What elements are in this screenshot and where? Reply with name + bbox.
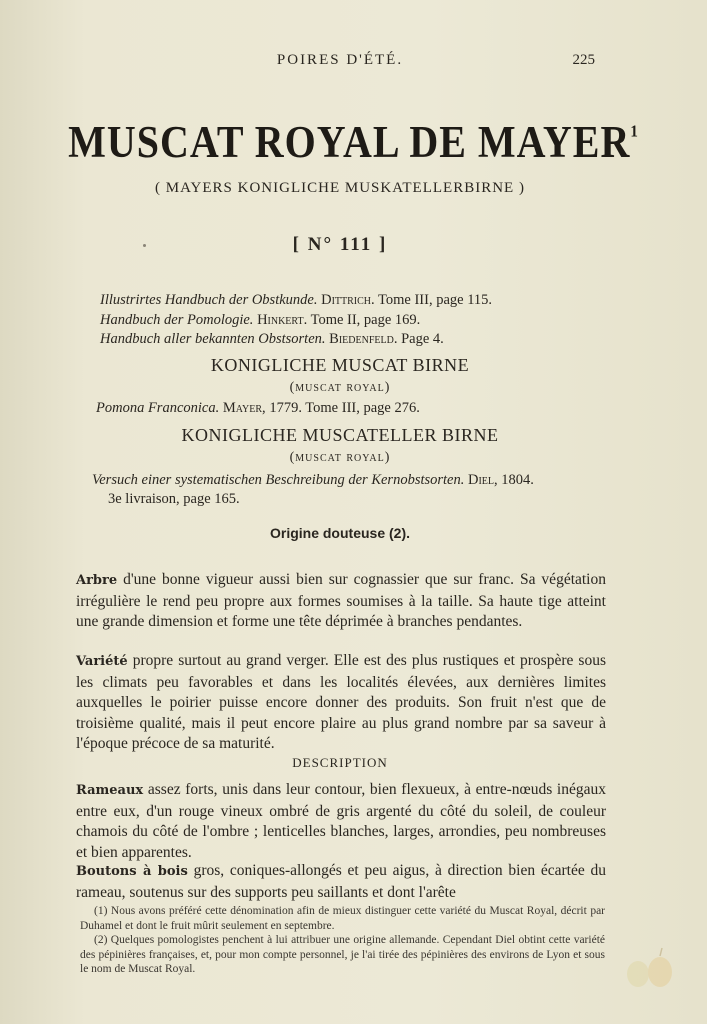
origin-heading: Origine douteuse (2).: [269, 525, 410, 541]
reference-author: Hinkert.: [257, 312, 308, 328]
reference-line: [96, 400, 420, 417]
paragraph-label: Arbre: [76, 573, 118, 588]
page-title: [0, 114, 707, 168]
paragraph-text: d'une bonne vigueur aussi bien sur cognassier que sur franc. Sa végétation irrégulière le rend peu propre aux formes soumises à la taille. Sa haute tige atteint une grande dimension et forme une tête déprimée à branches pendantes.: [76, 571, 606, 630]
running-head-title: POIRES D'ÉTÉ.: [276, 52, 404, 68]
reference-author: Dittrich.: [321, 292, 375, 308]
paragraph-arbre: [76, 570, 606, 633]
footnote: (1) Nous avons préféré cette dénomination afin de mieux distinguer cette variété du Muscat Royal, décrit par Duhamel et dont le fruit mûrit seulement en septembre.: [80, 905, 605, 932]
reference-work: Pomona Franconica.: [96, 400, 220, 416]
paragraph-label: Variété: [76, 654, 128, 669]
variety-number: [ N° 111 ]: [292, 234, 388, 255]
reference-line: [92, 472, 534, 489]
paragraph-rameaux: [76, 780, 606, 863]
paragraph-variete: [76, 651, 606, 755]
reference-author: Mayer,: [222, 400, 266, 416]
reference-author: Diel,: [468, 472, 498, 488]
footnotes: [80, 904, 605, 977]
reference-work: Illustrirtes Handbuch der Obstkunde.: [100, 292, 318, 308]
page-number: 225: [572, 52, 595, 68]
synonym-subtitle: (muscat royal): [289, 450, 391, 465]
synonym-subtitle: (muscat royal): [289, 380, 391, 395]
reference-detail: Page 4.: [401, 331, 444, 347]
paragraph-text: gros, coniques-allongés et peu aigus, à direction bien écartée du rameau, soutenus sur des supports peu saillants et dont l'arête: [76, 862, 606, 901]
reference-detail: 1804.: [501, 472, 534, 488]
paragraph-text: assez forts, unis dans leur contour, bien flexueux, à entre-nœuds inégaux entre eux, d'un rouge vineux ombré de gris argenté du côté du soleil, de couleur chamois du côté de l'ombre ; lenticelles blanches, larges, arrondies, peu nombreuses et bien apparentes.: [76, 781, 606, 861]
reference-line: [100, 312, 420, 329]
footnote-list: [80, 904, 605, 977]
reference-detail: 1779. Tome III, page 276.: [269, 400, 420, 416]
reference-detail: Tome III, page 115.: [378, 292, 493, 308]
paragraph-label: Boutons à bois: [76, 864, 188, 879]
reference-work: Handbuch der Pomologie.: [100, 312, 254, 328]
title-text: MUSCAT ROYAL DE MAYER: [68, 115, 631, 168]
reference-continuation: 3e livraison, page 165.: [108, 491, 240, 507]
synonym-name: KONIGLICHE MUSCAT BIRNE: [210, 355, 470, 375]
reference-detail: Tome II, page 169.: [310, 312, 421, 328]
paragraph-text: propre surtout au grand verger. Elle est des plus rustiques et prospère sous les climats peu favorables et dans les localités élevées, aux dernières limites auxquelles le poirier puisse encore donner des produits. Son fruit n'est que de troisième qualité, mais il peut encore plaire au plus grand nombre par sa saveur à l'époque précoce de sa maturité.: [76, 652, 606, 752]
footnote: (2) Quelques pomologistes penchent à lui attribuer une origine allemande. Cependant Diel obtint cette variété des pépinières françaises, et, pour mon compte personnel, je l'ai tirée des pépinières des environs de Lyon et sous le nom de Muscat Royal.: [80, 934, 605, 975]
pear-ornament-icon: [620, 942, 680, 992]
title-note-mark: 1: [630, 122, 639, 141]
subtitle: ( MAYERS KONIGLICHE MUSKATELLERBIRNE ): [155, 180, 525, 196]
running-head: [0, 52, 707, 76]
reference-author: Biedenfeld.: [329, 331, 398, 347]
description-heading: DESCRIPTION: [292, 755, 388, 770]
reference-work: Handbuch aller bekannten Obstsorten.: [100, 331, 326, 347]
synonym-name: KONIGLICHE MUSCATELLER BIRNE: [181, 425, 499, 445]
reference-line: [100, 331, 444, 348]
paragraph-boutons: [76, 861, 606, 903]
reference-work: Versuch einer systematischen Beschreibung der Kernobstsorten.: [92, 472, 465, 488]
reference-line: [100, 292, 492, 309]
paragraph-label: Rameaux: [76, 783, 144, 798]
